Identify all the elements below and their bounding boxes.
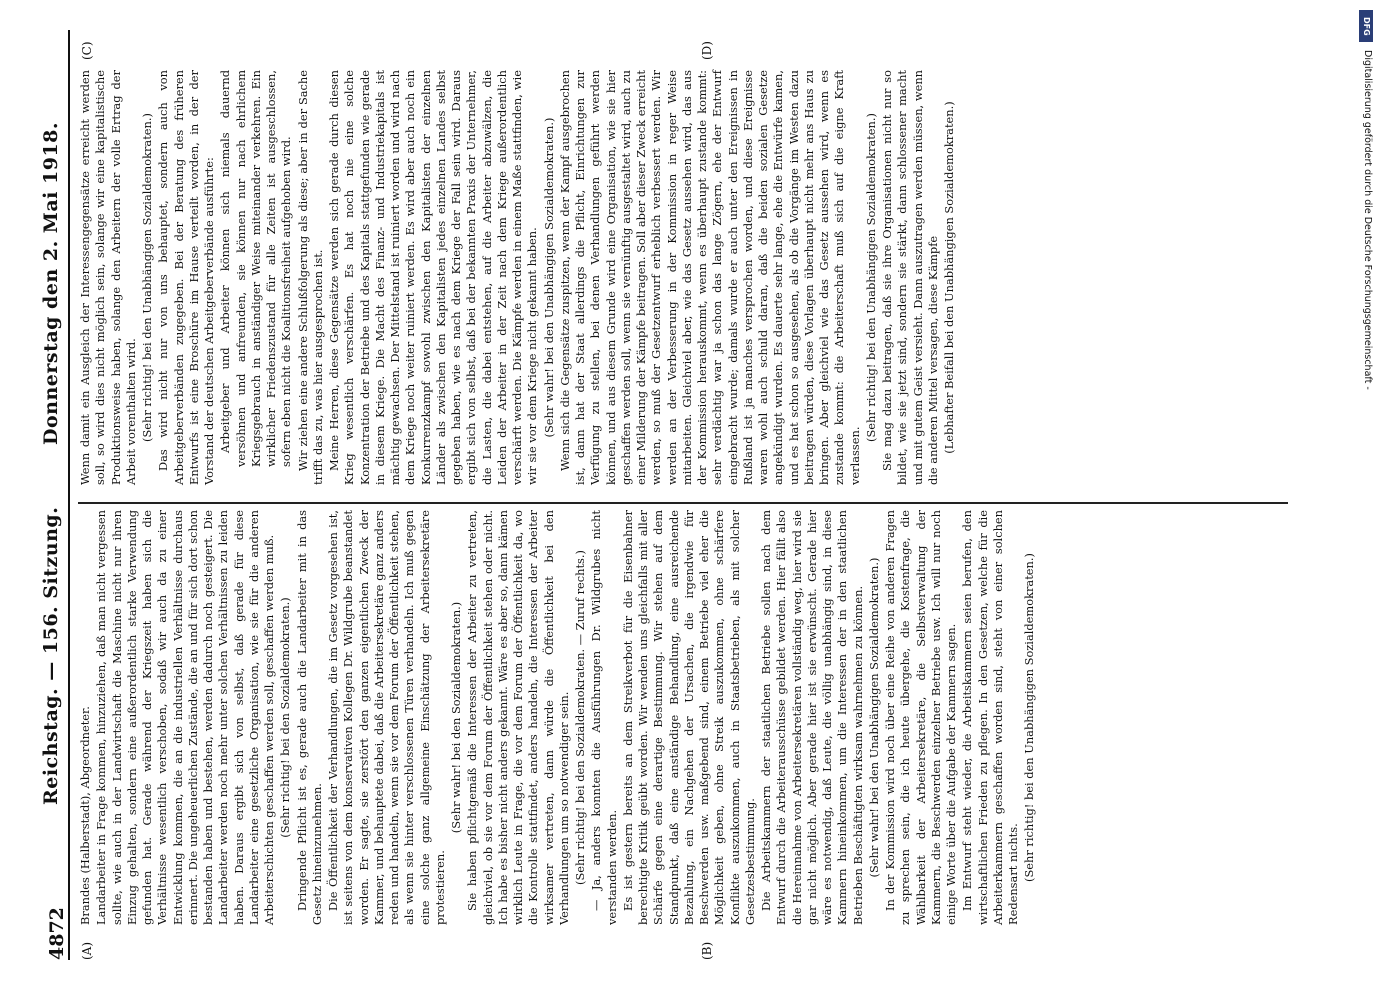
paragraph: Meine Herren, diese Gegensätze werden sich gerade durch diesen Krieg wesentlich verschärfen. Es hat noch nie eine solche Konzentration der Betriebe und des Kapitals stattgefunden wie gerade in diesem Kriege. Die Macht des Finanz- und Industriekapitals ist mächtig gewachsen. Der Mittelstand ist ruiniert worden und wird nach dem Kriege noch weiter ruiniert werden. Es wird aber auch noch ein Konkurrenzkampf sowohl zwischen den Kapitalisten der einzelnen Länder als zwischen den Kapitalisten jedes einzelnen Landes selbst gegeben haben, wie es nach dem Kriege der Fall sein wird. Daraus ergibt sich von selbst, daß bei der bekannten Praxis der Unternehmer, die Lasten, die dabei entstehen, auf die Arbeiter abzuwälzen, die Leiden der Arbeiter in der Zeit nach dem Kriege außerordentlich verschärft werden. Die Kämpfe werden in einem Maße stattfinden, wie wir sie vor dem Kriege nicht gekannt haben.	[327, 70, 540, 485]
paragraph: Dringende Pflicht ist es, gerade auch die Landarbeiter mit in das Gesetz hineinzunehmen.	[294, 510, 324, 925]
interjection: (Sehr wahr! bei den Unabhängigen Sozialdemokraten.)	[866, 557, 881, 878]
paragraph: Die Arbeitskammern der staatlichen Betriebe sollen nach dem Entwurf durch die Arbeiterausschüsse gebildet werden. Hier fällt also die Hereinnahme von Arbeitersekretären vollständig weg, hier wird sie gar nicht möglich. Aber gerade hier ist sie erwünscht. Gerade hier wäre es notwendig, daß Leute, die völlig unabhängig sind, in diese Kammern hineinkommen, um die Interessen der in den staatlichen Betrieben Beschäftigten wirksam wahrnehmen zu können.	[759, 510, 865, 925]
header-date-title: Donnerstag den 2. Mai 1918.	[40, 122, 62, 445]
paragraph: Wenn damit ein Ausgleich der Interessengegensätze erreicht werden soll, so wird dies nicht möglich sein, solange wir eine kapitalistische Produktionsweise haben, solange den Arbeitern der volle Ertrag der Arbeit vorenthalten wird.	[78, 70, 138, 485]
interjection: (Sehr richtig! bei den Sozialdemokraten. — Zuruf rechts.)	[573, 550, 587, 885]
paragraph: — Ja, anders konnten die Ausführungen Dr. Wildgrubes nicht verstanden werden.	[589, 510, 619, 925]
paragraph: Wir ziehen eine andere Schlußfolgerung als diese; aber in der Sache trifft das zu, was hier ausgesprochen ist.	[295, 70, 325, 485]
right-text-column	[78, 70, 1288, 485]
interjection: (Sehr richtig! bei den Unabhängigen Sozialdemokraten.)	[140, 113, 154, 442]
paragraph: Sie mag dazu beitragen, daß sie ihre Organisationen nicht nur so bildet, wie sie jetzt sind, sondern sie stärkt, dann schlossener macht und mit gutem Geist versieht. Dann auszutragen werden müssen, wenn die anderen Mittel versagen, diese Kämpfe	[880, 70, 940, 485]
interjection: (Sehr richtig! bei den Unabhängigen Sozialdemokraten.)	[863, 113, 878, 442]
paragraph: Sie haben pflichtgemäß die Interessen der Arbeiter zu vertreten, gleichviel, ob sie vor dem Forum der Öffentlichkeit stehen oder nicht. Ich habe es bisher nicht anders gekannt. Wäre es aber so, dann kämen wirklich Leute in Frage, die vor dem Forum der Öffentlichkeit da, wo die Kontrolle stattfindet, anders handeln, die Interessen der Arbeiter wirksamer vertreten, dann würde die Öffentlichkeit bei den Verhandlungen um so notwendiger sein.	[465, 510, 571, 925]
paragraph: Wenn sich die Gegensätze zuspitzen, wenn der Kampf ausgebrochen ist, dann hat der Staat allerdings die Pflicht, Einrichtungen zur Verfügung zu stellen, bei denen Verhandlungen geführt werden können, und aus diesem Grunde wird eine Organisation, wie sie hier geschaffen werden soll, wenn sie vernünftig ausgestaltet wird, auch zu einer Milderung der Kämpfe beitragen. Soll aber dieser Zweck erreicht werden, so muß der Gesetzentwurf erheblich verbessert werden. Wir werden an der Verbesserung in der Kommission in reger Weise mitarbeiten. Gleichviel aber, wie das Gesetz aussehen wird, das aus der Kommission herauskommt, wenn es überhaupt zustande kommt: sehr verdächtig war ja schon das lange Zögern, ehe der Entwurf eingebracht wurde; damals wurde er auch unter den Ereignissen in Rußland ist ja manches versprochen worden, und diese Ereignisse waren wohl auch schuld daran, daß die beiden sozialen Gesetze angekündigt wurden. Es dauerte sehr lange, ehe die Entwürfe kamen, und es hat schon so ausgesehen, als ob die Vorgänge im Westen dazu beitragen würden, diese Vorlagen überhaupt nicht mehr ans Haus zu bringen. Aber gleichviel wie das Gesetz aussehen wird, wenn es zustande kommt: die Arbeiterschaft muß sich auf die eigne Kraft verlassen.	[557, 70, 862, 485]
paragraph: Die Öffentlichkeit der Verhandlungen, die im Gesetz vorgesehen ist, ist seitens von dem konservativen Kollegen Dr. Wildgrube beanstandet worden. Er sagte, sie zerstört den ganzen eigentlichen Zweck der Kammer, und behauptete dabei, daß die Arbeitersekretäre ganz anders reden und handeln, wenn sie vor dem Forum der Öffentlichkeit stehen, als wenn sie hinter verschlossenen Türen verhandeln. Ich muß gegen eine solche ganz allgemeine Einschätzung der Arbeitersekretäre protestieren.	[326, 510, 447, 925]
paragraph: Landarbeiter in Frage kommen, hinzuziehen, daß man nicht vergessen sollte, wie auch in der Landwirtschaft die Maschine nicht nur ihren Einzug gehalten, sondern eine außerordentlich starke Verwendung gefunden hat. Gerade während der Kriegszeit haben sich die Verhältnisse wesentlich verschoben, sodaß wir auch da zu einer Entwicklung kommen, die an die industriellen Verhältnisse durchaus erinnert. Die ungeheuerlichen Zustände, die an und für sich dort schon bestanden haben und bestehen, werden dadurch noch gesteigert. Die Landarbeiter werden noch mehr unter solchen Verhältnissen zu leiden haben. Daraus ergibt sich von selbst, daß gerade für diese Landarbeiter eine gesetzliche Organisation, wie sie für die anderen Arbeiterschichten geschaffen werden soll, geschaffen werden muß.	[94, 510, 276, 925]
interjection: (Sehr richtig! bei den Sozialdemokraten.)	[278, 597, 293, 838]
paragraph: Arbeitgeber und Arbeiter können sich niemals dauernd versöhnen und anfreunden, sie können nur nach ehrlichem Kriegsgebrauch in anständiger Weise miteinander verkehren. Ein wirklicher Friedenszustand für alle Zeiten ist ausgeschlossen, sofern eben nicht die Koalitionsfreiheit aufgehoben wird.	[218, 70, 294, 467]
credit-text: Digitalisierung gefördert durch die Deutsche Forschungsgemeinschaft -	[1362, 50, 1373, 390]
paragraph: Das wird nicht nur von uns behauptet, sondern auch von Arbeitgeberverbänden zugegeben. Bei der Beratung des früheren Entwurfs ist eine Broschüre im Hause verteilt worden, in der der Vorstand der deutschen Arbeitgeberverbände ausführte:	[156, 70, 216, 485]
margin-mark-a: (A)	[80, 941, 94, 960]
page-number: 4872	[46, 907, 68, 960]
paragraph: In der Kommission wird noch über eine Reihe von anderen Fragen zu sprechen sein, die ich heute übergehe, die Kostenfrage, die Wählbarkeit der Arbeitersekretäre, die Selbstverwaltung der Kammern, die Beschwerden einzelner Betriebe usw. Ich will nur noch einige Worte über die Aufgabe der Kammern sagen.	[883, 510, 958, 925]
dfg-logo: DFG	[1359, 10, 1373, 42]
digitization-credit	[1357, 10, 1377, 990]
margin-mark-d: (D)	[700, 41, 714, 60]
interjection: (Sehr richtig! bei den Unabhängigen Sozialdemokraten.)	[1022, 553, 1037, 882]
speaker-line: Brandes (Halberstadt), Abgeordneter.	[78, 706, 92, 925]
margin-mark-c: (C)	[80, 41, 94, 60]
header-session-title: Reichstag. — 156. Sitzung.	[40, 506, 62, 805]
interjection: (Sehr wahr! bei den Sozialdemokraten.)	[449, 601, 463, 834]
paragraph: Im Entwurf steht wieder, die Arbeitskammern seien berufen, den wirtschaftlichen Frieden zu pflegen. In den Gesetzen, welche für die Arbeiterkammern geschaffen worden sind, steht von einer solchen Redensart nichts.	[960, 510, 1020, 925]
interjection: (Sehr wahr! bei den Unabhängigen Sozialdemokraten.)	[541, 117, 556, 438]
margin-mark-b: (B)	[700, 941, 714, 960]
interjection: (Lebhafter Beifall bei den Unabhängigen Sozialdemokraten.)	[942, 101, 956, 454]
left-text-column	[78, 510, 1288, 925]
page-header	[30, 30, 70, 960]
column-divider	[78, 503, 1288, 505]
paragraph: Es ist gestern bereits an dem Streikverbot für die Eisenbahner berechtigte Kritik geübt worden. Wir wenden uns gleichfalls mit aller Schärfe gegen eine derartige Bestimmung. Wir stehen auf dem Standpunkt, daß eine anständige Behandlung, eine ausreichende Bezahlung, ein Nachgehen der Ursachen, die irgendwie für Beschwerden usw. maßgebend sind, einem Betriebe viel eher die Möglichkeit geben, ohne Streik auszukommen, ohne schärfere Konflikte auszukommen, auch in Staatsbetrieben, als mit solcher Gesetzesbestimmung.	[620, 510, 757, 925]
